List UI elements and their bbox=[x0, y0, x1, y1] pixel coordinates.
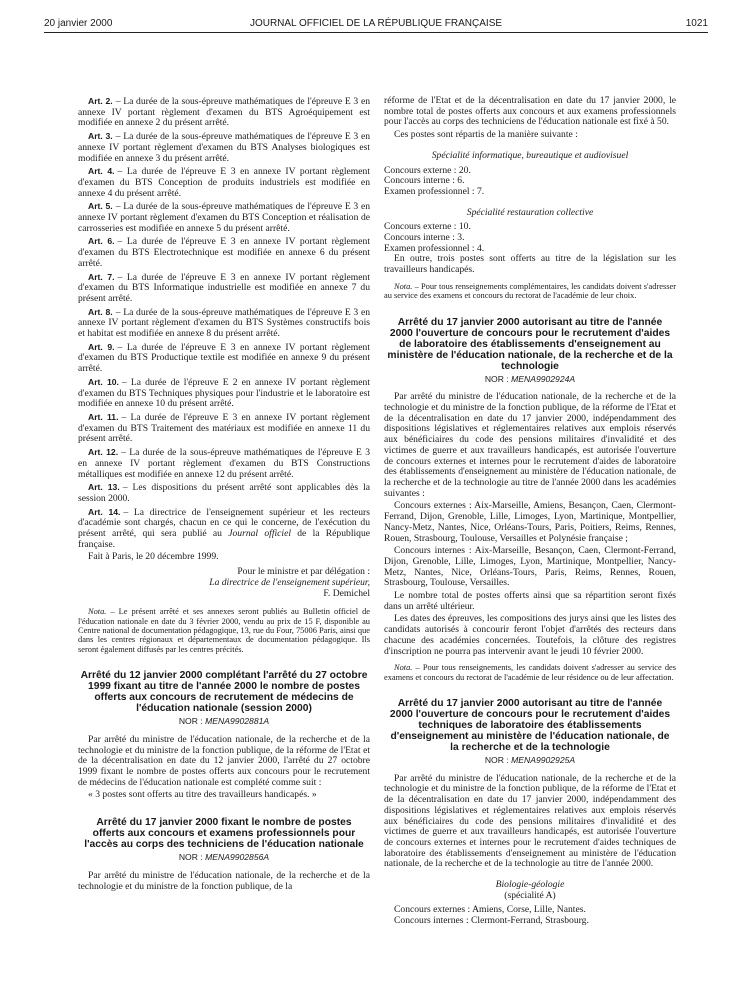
article-3 bbox=[78, 131, 370, 164]
article-text: – La durée de la sous-épreuve mathématiques de l'épreuve E 3 en annexe IV portant règlement d'examen du BTS Systèmes constructifs bois et habitat est modifiée en annexe 8 du présent arrêté. bbox=[78, 306, 371, 340]
page-header bbox=[44, 14, 708, 33]
post-count-line: Examen professionnel : 4. bbox=[384, 242, 485, 254]
article-text: – Les dispositions du présent arrêté sont applicables dès la session 2000. bbox=[78, 482, 370, 504]
article-text: – La directrice de l'enseignement supérieur et les recteurs d'académie sont chargés, chacun en ce qui le concerne, de l'exécution du présent arrêté, qui sera publié au bbox=[78, 506, 370, 540]
right-column bbox=[384, 96, 676, 927]
article-12 bbox=[78, 447, 370, 480]
nor-label: NOR : bbox=[484, 755, 509, 766]
nota-publication bbox=[78, 607, 370, 654]
article-text: – La durée de la sous-épreuve mathématiques de l'épreuve E 3 en annexe IV portant règlement d'examen du BTS Constructions métalliques est modifiée en annexe 12 du présent arrêté. bbox=[78, 447, 370, 480]
article-label: Art. 6. bbox=[88, 236, 115, 247]
nota-text: – Pour tous renseignements, les candidats doivent s'adresser au service des examens et concours du rectorat de l'académie de leur résidence ou de leur affectation. bbox=[384, 663, 676, 682]
nor-reference bbox=[78, 716, 370, 727]
nor-code: MENA9902925A bbox=[511, 755, 576, 766]
article-label: Art. 8. bbox=[88, 306, 113, 317]
article-text: – La durée de la sous-épreuve mathématiques de l'épreuve E 3 en annexe IV portant règlement d'examen du BTS Agroéquipement est modifiée en annexe 2 du présent arrêté. bbox=[78, 96, 371, 129]
signature-line-2: La directrice de l'enseignement supérieur, bbox=[209, 576, 370, 588]
article-14 bbox=[78, 507, 370, 551]
post-count-line: Concours externe : 10. bbox=[384, 221, 471, 233]
post-count-line: Examen professionnel : 7. bbox=[384, 185, 485, 197]
nor-reference bbox=[78, 852, 370, 863]
nota-label: Nota. bbox=[394, 281, 413, 291]
article-text: – La durée de l'épreuve E 3 en annexe IV portant règlement d'examen du BTS Traitement des matériaux est modifiée en annexe 11 du présent arrêté. bbox=[78, 411, 370, 445]
decree-body: Par arrêté du ministre de l'éducation nationale, de la recherche et de la technologie et du ministre de la fonction publique, de la réforme de l'Etat et de la décentralisation en date du 17 janvier 2000, indépendamment des dispositions législatives et réglementaires relatives aux emplois réservés aux bénéficiaires du code des pensions militaires d'invalidité et des victimes de guerre et aux travailleurs handicapés, est autorisée l'ouverture de concours externes et internes pour le recrutement d'aides de laboratoire des établissements d'enseignement au ministère de l'éducation nationale, de la recherche et de la technologie au titre de l'année 2000 dans les académies suivantes : bbox=[384, 391, 676, 499]
internal-academies: Concours internes : Aix-Marseille, Besançon, Caen, Clermont-Ferrand, Dijon, Grenoble, Lille, Limoges, Lyon, Martinique, Montpellier, Nancy-Metz, Nantes, Nice, Orléans-Tours, Paris, Reims, Rennes, Rouen, Strasbourg, Toulouse, Versailles. bbox=[384, 545, 676, 589]
article-label: Art. 4. bbox=[88, 166, 115, 177]
nor-code: MENA9902924A bbox=[511, 373, 576, 384]
decree-quote: « 3 postes sont offerts au titre des travailleurs handicapés. » bbox=[88, 789, 317, 801]
article-11 bbox=[78, 412, 370, 445]
article-label: Art. 7. bbox=[88, 271, 115, 282]
decree-title: Arrêté du 17 janvier 2000 fixant le nombre de postes offerts aux concours et examens professionnels pour l'accès au corps des techniciens de l'éducation nationale bbox=[84, 817, 364, 851]
article-label: Art. 14. bbox=[88, 506, 121, 517]
nor-code: MENA9902881A bbox=[205, 716, 270, 727]
article-text: – La durée de l'épreuve E 3 en annexe IV portant règlement d'examen du BTS Electrotechnique est modifiée en annexe 6 du présent arrêté. bbox=[78, 236, 370, 269]
post-count-line: Concours externe : 20. bbox=[384, 164, 471, 176]
nota-label: Nota. bbox=[88, 607, 107, 617]
article-text: – La durée de l'épreuve E 3 en annexe IV portant règlement d'examen du BTS Informatique industrielle est modifiée en annexe 7 du présent arrêté. bbox=[78, 271, 370, 304]
article-4 bbox=[78, 166, 370, 199]
article-10 bbox=[78, 377, 370, 410]
article-7 bbox=[78, 272, 370, 305]
article-2 bbox=[78, 96, 370, 129]
external-academies: Concours externes : Amiens, Corse, Lille, Nantes. bbox=[394, 904, 586, 916]
dates-note: Les dates des épreuves, les compositions des jurys ainsi que les listes des candidats autorisés à concourir feront l'objet d'arrêtés des recteurs dans chacune des académies concernées. Toutefois, la clôture des registres d'inscription ne pourra pas intervenir avant le jeudi 10 février 2000. bbox=[384, 613, 676, 657]
nota-text: – Pour tous renseignements complémentaires, les candidats doivent s'adresser au service des examens et concours du rectorat de l'académie de leur choix. bbox=[384, 281, 676, 301]
nor-reference bbox=[384, 755, 676, 766]
nor-code: MENA9902856A bbox=[205, 852, 270, 863]
page-number: 1021 bbox=[685, 18, 708, 29]
external-academies: Concours externes : Aix-Marseille, Amiens, Besançon, Caen, Clermont-Ferrand, Dijon, Grenoble, Lille, Limoges, Lyon, Martinique, Montpellier, Nancy-Metz, Nantes, Nice, Orléans-Tours, Paris, Poitiers, Reims, Rennes, Rouen, Strasbourg, Toulouse, Versailles et Polynésie française ; bbox=[384, 500, 676, 544]
decree-title: Arrêté du 12 janvier 2000 complétant l'arrêté du 27 octobre 1999 fixant au titre de l'année 2000 le nombre de postes offerts aux concours de recrutement de médecins de l'éducation nationale (session 2000) bbox=[80, 670, 368, 715]
specialty-title: Biologie-géologie bbox=[495, 879, 565, 891]
article-label: Art. 10. bbox=[88, 376, 119, 387]
nor-label: NOR : bbox=[484, 373, 509, 384]
nor-label: NOR : bbox=[178, 716, 203, 727]
article-label: Art. 13. bbox=[88, 482, 120, 493]
nota-contact bbox=[384, 282, 676, 301]
signature-line-1: Pour le ministre et par délégation : bbox=[237, 566, 370, 578]
article-label: Art. 5. bbox=[88, 201, 113, 212]
nota-contact bbox=[384, 663, 676, 682]
article-9 bbox=[78, 342, 370, 375]
nor-label: NOR : bbox=[178, 852, 203, 863]
article-label: Art. 3. bbox=[88, 131, 113, 142]
article-8 bbox=[78, 307, 370, 340]
nota-label: Nota. bbox=[394, 663, 413, 673]
specialty-title: Spécialité informatique, bureautique et audiovisuel bbox=[431, 149, 629, 161]
continuation-text: réforme de l'Etat et de la décentralisation en date du 17 janvier 2000, le nombre total de postes offerts aux concours et aux examens professionnels pour l'accès au corps des techniciens de l'éducation nationale est fixé à 50. bbox=[384, 95, 676, 128]
nor-reference bbox=[384, 374, 676, 385]
article-5 bbox=[78, 201, 370, 234]
article-label: Art. 12. bbox=[88, 447, 119, 458]
article-text: – La durée de la sous-épreuve mathématiques de l'épreuve E 3 en annexe IV portant règlement d'examen du BTS Analyses biologiques est modifiée en annexe 3 du présent arrêté. bbox=[78, 131, 371, 164]
decree-title: Arrêté du 17 janvier 2000 autorisant au titre de l'année 2000 l'ouverture de concours pour le recrutement d'aides de laboratoire des établissements d'enseignement au ministère de l'éducation nationale, de la recherche et de la technologie bbox=[387, 316, 673, 372]
distribution-intro: Ces postes sont répartis de la manière suivante : bbox=[394, 129, 578, 141]
decree-title: Arrêté du 17 janvier 2000 autorisant au titre de l'année 2000 l'ouverture de concours pour le recrutement d'aides techniques de laboratoire des établissements d'enseignement au ministère de l'éducation nationale, de la recherche et de la technologie bbox=[389, 698, 671, 754]
handicap-note: En outre, trois postes sont offerts au titre de la législation sur les travailleurs handicapés. bbox=[384, 253, 676, 276]
article-6 bbox=[78, 236, 370, 269]
article-13 bbox=[78, 482, 370, 504]
article-text: – La durée de la sous-épreuve mathématiques de l'épreuve E 3 en annexe IV portant règlement d'examen du BTS Conception et réalisation de carrosseries est modifiée en annexe 5 du présent arrêté. bbox=[78, 201, 371, 234]
article-label: Art. 9. bbox=[88, 341, 115, 352]
posts-note: Le nombre total de postes offerts ainsi que sa répartition seront fixés dans un arrêté ultérieur. bbox=[384, 590, 676, 612]
decree-body: Par arrêté du ministre de l'éducation nationale, de la recherche et de la technologie et du ministre de la fonction publique, de la bbox=[78, 869, 370, 892]
header-date: 20 janvier 2000 bbox=[44, 18, 113, 29]
article-text: – La durée de l'épreuve E 3 en annexe IV portant règlement d'examen du BTS Conception de produits industriels est modifiée en annexe 4 du présent arrêté. bbox=[78, 166, 370, 199]
article-text-end: de la République française. bbox=[78, 528, 370, 550]
nota-text: – Le présent arrêté et ses annexes seront publiés au Bulletin officiel de l'éducation nationale en date du 3 février 2000, vendu au prix de 15 F, disponible au Centre national de documentation pédagogique, 13, rue du Four, 75006 Paris, ainsi que dans les centres régionaux et départementaux de documentation pédagogique. Ils seront également diffusés par les centres précités. bbox=[78, 607, 370, 654]
journal-reference: Journal officiel bbox=[228, 528, 291, 540]
signature-block bbox=[78, 567, 370, 599]
post-count-line: Concours interne : 6. bbox=[384, 175, 465, 187]
post-count-line: Concours interne : 3. bbox=[384, 232, 465, 244]
article-text: – La durée de l'épreuve E 3 en annexe IV portant règlement d'examen du BTS Productique textile est modifiée en annexe 9 du présent arrêté. bbox=[78, 341, 370, 375]
specialty-title: Spécialité restauration collective bbox=[466, 206, 594, 218]
decree-body: Par arrêté du ministre de l'éducation nationale, de la recherche et de la technologie et du ministre de la fonction publique, de la réforme de l'Etat et de la décentralisation en date du 12 janvier 2000, l'arrêté du 27 octobre 1999 fixant le nombre de postes offerts aux concours pour le recrutement de médecins de l'éducation nationale est complété comme suit : bbox=[78, 733, 370, 788]
signatory-name: F. Demichel bbox=[323, 587, 370, 599]
decree-body: Par arrêté du ministre de l'éducation nationale, de la recherche et de la technologie et du ministre de la fonction publique, de la réforme de l'Etat et de la décentralisation en date du 17 janvier 2000, indépendamment des dispositions législatives et réglementaires relatives aux emplois réservés aux bénéficiaires du code des pensions militaires d'invalidité et des victimes de guerre et aux travailleurs handicapés, est autorisée l'ouverture de concours externes et internes pour le recrutement d'aides techniques de laboratoire des établissements d'enseignement au ministère de l'éducation nationale, de la recherche et de la technologie au titre de l'année 2000. bbox=[384, 772, 676, 870]
done-at: Fait à Paris, le 20 décembre 1999. bbox=[88, 551, 219, 563]
article-text: – La durée de l'épreuve E 2 en annexe IV portant règlement d'examen du BTS Techniques physiques pour l'industrie et le laboratoire est modifiée en annexe 10 du présent arrêté. bbox=[78, 376, 370, 410]
internal-academies: Concours internes : Clermont-Ferrand, Strasbourg. bbox=[394, 915, 589, 927]
left-column bbox=[78, 96, 370, 894]
specialty-subtitle: (spécialité A) bbox=[504, 889, 556, 901]
article-label: Art. 11. bbox=[88, 411, 119, 422]
journal-title: JOURNAL OFFICIEL DE LA RÉPUBLIQUE FRANÇAISE bbox=[249, 18, 503, 29]
article-label: Art. 2. bbox=[88, 96, 113, 106]
